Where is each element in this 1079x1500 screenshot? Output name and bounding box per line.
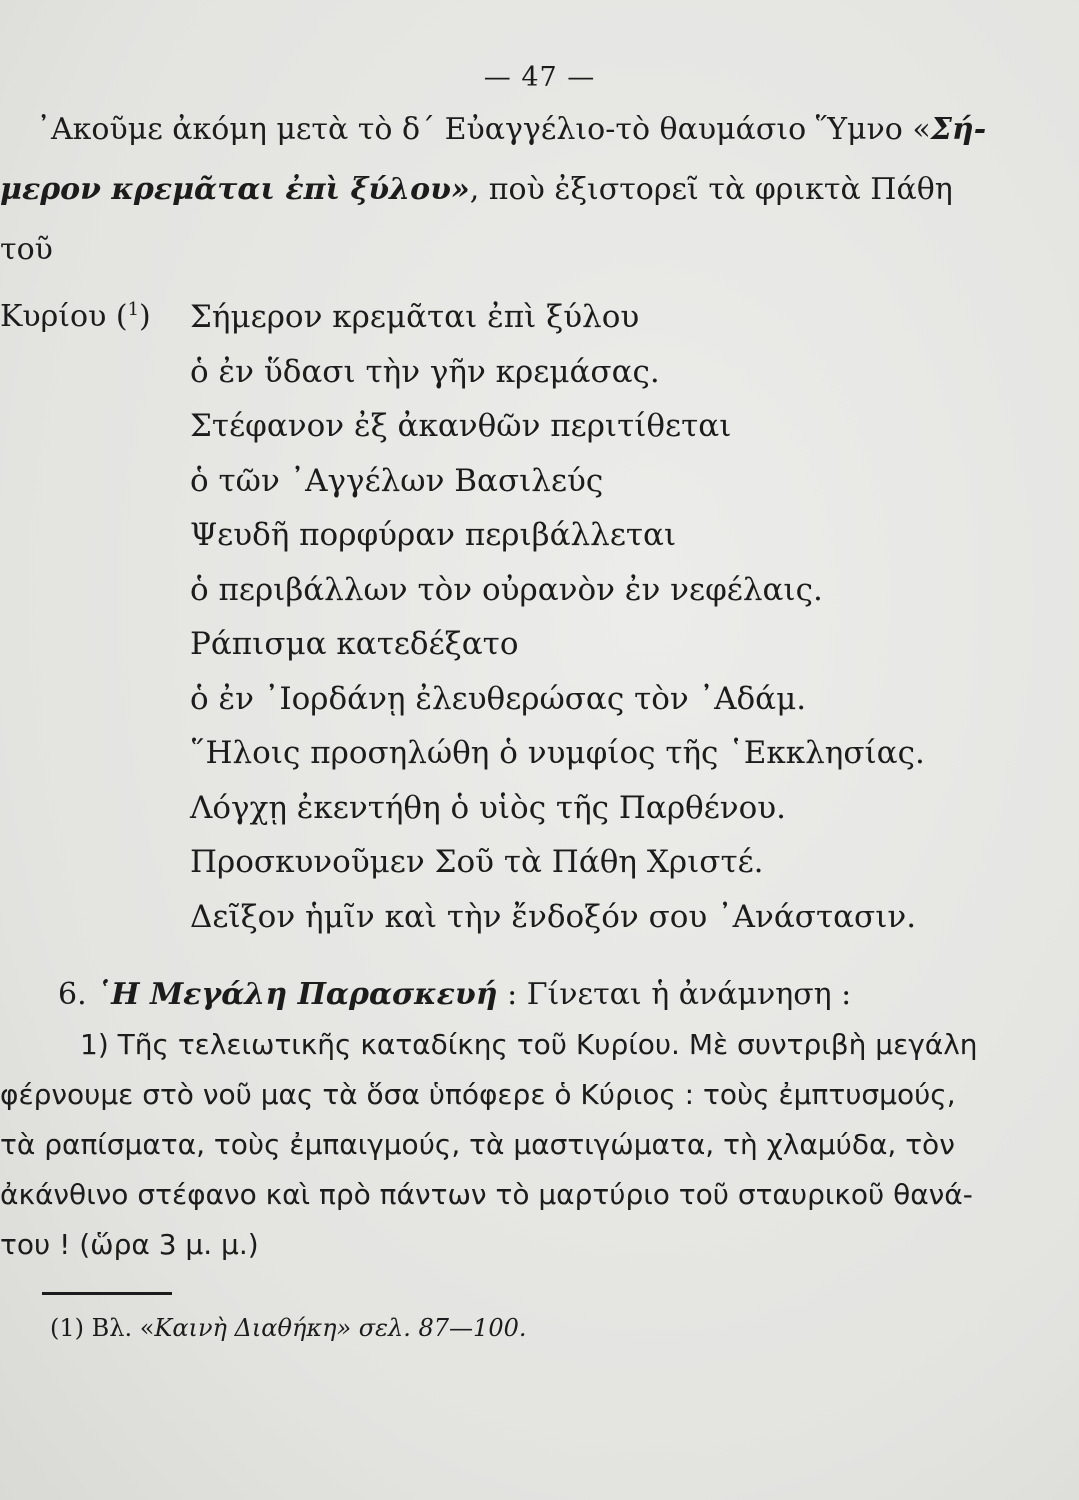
section-paragraph-line: τὰ ραπίσματα, τοὺς ἐμπαιγμούς, τὰ μαστιγώματα, τὴ χλαμύδα, τὸν [0, 1128, 955, 1161]
section-heading-rest: : Γίνεται ἡ ἀνάμνηση : [497, 977, 852, 1012]
verse-line: Ψευδῆ πορφύραν περιβάλλεται [190, 517, 677, 553]
verse-line: Προσκυνοῦμεν Σοῦ τὰ Πάθη Χριστέ. [190, 844, 764, 880]
verse-line: ὁ ἐν ὕδασι τὴν γῆν κρεμάσας. [190, 353, 660, 390]
verse-line: Λόγχῃ ἐκεντήθη ὁ υἱὸς τῆς Παρθένου. [190, 789, 786, 826]
section-heading: ῾Η Μεγάλη Παρασκευή [96, 977, 498, 1012]
intro-line-1-text: ᾿Ακοῦμε ἀκόμη μετὰ τὸ δ΄ Εὐαγγέλιο-τὸ θαυμάσιο Ὕμνο « [36, 112, 931, 147]
intro-line-1 [0, 100, 1000, 160]
footnote [50, 1314, 527, 1342]
hymn-verses [190, 290, 925, 944]
verse-line: Δεῖξον ἡμῖν καὶ τὴν ἔνδοξόν σου ᾿Ανάστασιν. [190, 898, 917, 935]
hymn-title-end: μερον κρεμᾶται ἐπὶ ξύλου» [0, 172, 470, 207]
intro-line-3-text: Κυρίου ( [0, 299, 128, 334]
section-paragraph-line: ἀκάνθινο στέφανο καὶ πρὸ πάντων τὸ μαρτύριο τοῦ σταυρικοῦ θανά- [0, 1178, 973, 1211]
verse-line: ῞Ηλοις προσηλώθη ὁ νυμφίος τῆς ῾Εκκλησίας. [190, 735, 925, 771]
footnote-pages: » σελ. 87—100. [336, 1314, 527, 1342]
section-6 [0, 970, 1000, 1270]
intro-line-2-text: , ποὺ ἐξιστορεῖ τὰ φρικτὰ Πάθη τοῦ [0, 172, 953, 267]
hymn-title-start: Σή- [930, 112, 987, 147]
section-paragraph-line: του ! (ὥρα 3 μ. μ.) [0, 1228, 259, 1261]
footnote-title: Καινὴ Διαθήκη [154, 1314, 337, 1342]
footnote-reference: 1 [127, 299, 140, 320]
section-heading-line [0, 970, 1000, 1020]
footnote-mark: (1) Βλ. « [50, 1314, 155, 1342]
page-number: — 47 — [483, 62, 596, 93]
section-paragraph-line: 1) Τῆς τελειωτικῆς καταδίκης τοῦ Κυρίου. Μὲ συντριβὴ μεγάλη [80, 1028, 978, 1061]
verse-line: Στέφανον ἐξ ἀκανθῶν περιτίθεται [190, 408, 732, 444]
footnote-rule [42, 1292, 172, 1295]
verse-line: ὁ ἐν ᾿Ιορδάνῃ ἐλευθερώσας τὸν ᾿Αδάμ. [190, 680, 807, 717]
verse-line: Ράπισμα κατεδέξατο [190, 626, 519, 662]
section-number: 6. [58, 977, 87, 1012]
verse-line: ὁ περιβάλλων τὸν οὐρανὸν ἐν νεφέλαις. [190, 571, 823, 608]
intro-line-2 [0, 160, 1000, 280]
verse-line: Σήμερον κρεμᾶται ἐπὶ ξύλου [190, 299, 640, 335]
intro-line-3-close: ) [139, 299, 151, 334]
verse-line: ὁ τῶν ᾿Αγγέλων Βασιλεύς [190, 462, 604, 499]
section-paragraph-line: φέρνουμε στὸ νοῦ μας τὰ ὅσα ὑπόφερε ὁ Κύριος : τοὺς ἐμπτυσμούς, [0, 1078, 956, 1111]
